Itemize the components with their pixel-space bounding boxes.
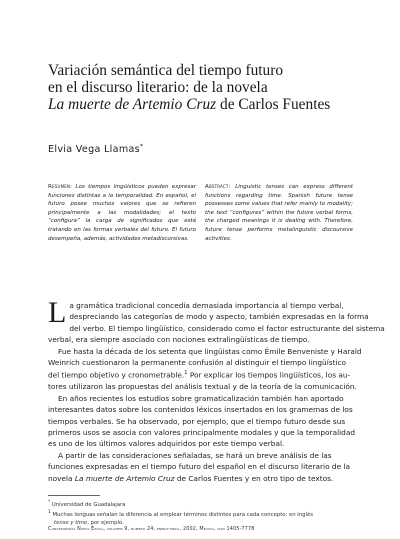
footnote-2 — [48, 509, 358, 519]
p4-line — [48, 473, 354, 484]
resumen-text: Los tiempos lingüísticos pueden expresar funciones distintas a la temporalidad. En español, el futuro posee muchos valores que se refieren principalmente a las modalidades; el texto “configura” la carga de significados que está tratando en las formas verbales del futuro. El futuro desempeña, además, actividades metadiscursivas. — [48, 184, 196, 242]
p2-line-part: del tiempo objetivo y cronometrable. — [48, 370, 185, 380]
p2-line: Weinrich cuestionaron la permanente confusión al distinguir el tiempo lingüístico — [48, 358, 347, 368]
footnote-1-mark: * — [48, 500, 51, 505]
article-title — [48, 62, 368, 113]
p3-line: interesantes datos sobre los contenidos léxicos insertados en los gramemas de los — [48, 405, 353, 415]
footnote-ref-1: 1 — [184, 370, 188, 377]
paragraph-1 — [48, 296, 385, 346]
title-line-2: en el discurso literario: de la novela — [48, 79, 268, 96]
p4-line-part: novela — [48, 473, 75, 483]
author-footnote-mark: * — [139, 143, 144, 150]
title-line-3 — [48, 96, 368, 113]
p4-line: funciones expresadas en el tiempo futuro del español en el discurso literario de la — [48, 462, 350, 472]
abstract-block — [205, 183, 353, 243]
p2-line: tores utilizaron las propuestas del análisis textual y de la teoría de la comunicación. — [48, 382, 357, 392]
p2-line-part: Por explicar los tiempos lingüísticos, los au- — [187, 370, 351, 380]
author-name — [48, 143, 143, 155]
p1-line: verbal, era siempre asociado con nociones extralingüísticas de tiempo. — [48, 335, 310, 345]
paragraph-3 — [48, 393, 354, 450]
p4-novel-italic: La muerte de Artemio Cruz — [74, 473, 175, 483]
footnote-2-italic: tense y time — [54, 519, 88, 526]
body-text — [48, 296, 385, 484]
p3-line: es uno de los últimos valores adquiridos por este tiempo verbal. — [48, 439, 285, 449]
p3-line: tiempos verbales. Se ha observado, por ejemplo, que el tiempo futuro desde sus — [48, 416, 346, 426]
journal-footer — [48, 526, 358, 532]
abstract-label: Abstract: — [205, 184, 231, 190]
footnotes — [48, 499, 358, 527]
p3-line: primeros usos se asocia con valores principalmente modales y que la temporalidad — [48, 427, 355, 437]
footnote-rule — [48, 495, 100, 496]
abstract-text: Linguistic tenses can express different functions regarding time. Spanish future tense possesses some values that refer mainly to modality; the text “configures” within the future verbal forms, the charged meanings it is dealing with. Therefore, future tense performs metalinguistic discoursive activities. — [205, 184, 353, 242]
p4-line-part: de Carlos Fuentes y en otro tipo de textos. — [174, 473, 334, 483]
drop-cap: L — [48, 296, 67, 329]
title-line-1: Variación semántica del tiempo futuro — [48, 62, 284, 79]
p1-line: despreciando las categorías de modo y aspecto, también expresadas en la forma — [69, 312, 369, 322]
footnote-1-text: Universidad de Guadalajara — [50, 501, 126, 508]
resumen-label: Resumen: — [48, 184, 73, 190]
footnote-2-text-end: , por ejemplo. — [87, 519, 124, 526]
p1-line: a gramática tradicional concedía demasiada importancia al tiempo verbal, — [69, 301, 344, 310]
journal-name: Convergencia — [48, 526, 76, 532]
paragraph-4 — [48, 450, 354, 484]
footnote-2-text: Muchas lenguas señalan la diferencia al emplear términos distintos para cada concepto: en inglés — [50, 512, 313, 519]
title-novel-italic: La muerte de Artemio Cruz — [48, 96, 217, 113]
p1-line: del verbo. El tiempo lingüístico, considerado como el factor estructurante del sistema — [69, 323, 385, 333]
footnote-2-mark: 1 — [48, 510, 51, 516]
journal-details: Nueva Época, volumen 9, número 24, enero-abril, 2002, México, issn 1405-7778 — [75, 526, 255, 532]
paragraph-2 — [48, 346, 362, 393]
footnote-1 — [48, 499, 358, 509]
p2-line: Fue hasta la década de los setenta que lingüistas como Émile Benveniste y Harald — [58, 346, 362, 356]
resumen-block — [48, 183, 196, 243]
title-line-3-rest: de Carlos Fuentes — [216, 96, 331, 113]
p3-line: En años recientes los estudios sobre gramaticalización también han aportado — [58, 393, 344, 403]
p4-line: A partir de las consideraciones señaladas, se hará un breve análisis de las — [58, 450, 332, 460]
p2-line — [48, 368, 354, 381]
author-name-text: Elvia Vega Llamas — [48, 144, 140, 156]
